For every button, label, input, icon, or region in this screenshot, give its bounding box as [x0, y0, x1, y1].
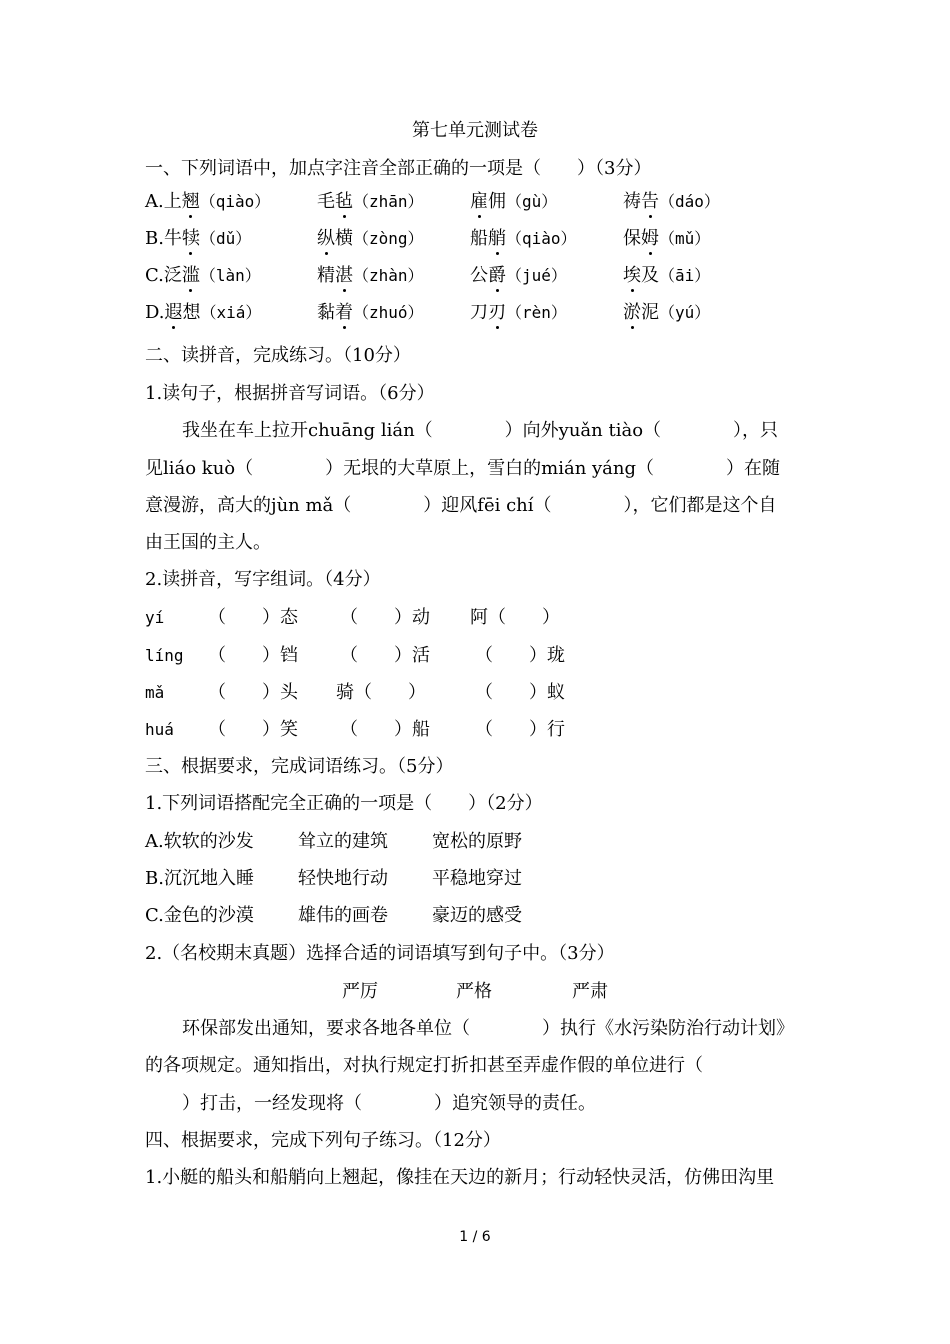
- q3-option: 宽松的原野: [432, 831, 522, 852]
- word-choice: 严肃: [572, 981, 608, 1002]
- grid-cell: （ ）动: [340, 607, 430, 628]
- q4-sub1: 1.小艇的船头和船艄向上翘起，像挂在天边的新月；行动轻快灵活，仿佛田沟里: [145, 1167, 775, 1188]
- q1-option-d2: 黏着（zhuó）: [317, 300, 424, 326]
- pinyin-label: líng: [145, 646, 184, 665]
- q1-option-c4: 埃及（āi）: [623, 263, 710, 289]
- q2-para-line: 由王国的主人。: [145, 532, 271, 553]
- grid-cell: 骑（ ）: [336, 682, 426, 703]
- q1-option-c3: 公爵（jué）: [470, 263, 567, 289]
- q1-option-a2: 毛毡（zhān）: [317, 189, 424, 215]
- q1-option-b1: B.牛犊（dǔ）: [145, 226, 251, 252]
- word-choice: 严格: [456, 981, 492, 1002]
- q2-stem: 二、读拼音，完成练习。（10分）: [145, 345, 411, 366]
- q3-sub1: 1.下列词语搭配完全正确的一项是（ ）（2分）: [145, 793, 543, 814]
- q1-option-d3: 刀刃（rèn）: [470, 300, 567, 326]
- q1-option-d1: D.遐想（xiá）: [145, 300, 261, 326]
- q2-para-line: 见liáo kuò（ ）无垠的大草原上，雪白的mián yáng（ ）在随: [145, 458, 781, 479]
- q3-stem: 三、根据要求，完成词语练习。（5分）: [145, 756, 454, 777]
- pinyin-label: huá: [145, 720, 174, 739]
- q2-para-line: 我坐在车上拉开chuāng lián（ ）向外yuǎn tiào（ ），只: [182, 420, 779, 441]
- q1-option-a1: A.上翘（qiào）: [145, 189, 270, 215]
- q3-option: 耸立的建筑: [298, 831, 388, 852]
- q3-option: 平稳地穿过: [432, 868, 522, 889]
- q3-option: 雄伟的画卷: [298, 905, 388, 926]
- q3-option: C.金色的沙漠: [145, 905, 254, 926]
- pinyin-label: mǎ: [145, 683, 165, 702]
- q1-option-c1: C.泛滥（làn）: [145, 263, 261, 289]
- grid-cell: （ ）笑: [208, 719, 298, 740]
- q2-sub2: 2.读拼音，写字组词。（4分）: [145, 569, 381, 590]
- page-number: 1 / 6: [459, 1229, 491, 1245]
- page-title: 第七单元测试卷: [412, 120, 538, 141]
- q1-option-a4: 祷告（dáo）: [623, 189, 720, 215]
- pinyin-label: yí: [145, 608, 165, 627]
- q3-sub2: 2.（名校期末真题）选择合适的词语填写到句子中。（3分）: [145, 943, 615, 964]
- q3-para-line: 环保部发出通知，要求各地各单位（ ）执行《水污染防治行动计划》: [182, 1018, 794, 1039]
- grid-cell: （ ）态: [208, 607, 298, 628]
- q3-option: 轻快地行动: [298, 868, 388, 889]
- q4-stem: 四、根据要求，完成下列句子练习。（12分）: [145, 1130, 501, 1151]
- q1-option-c2: 精湛（zhàn）: [317, 263, 424, 289]
- q3-option: B.沉沉地入睡: [145, 868, 254, 889]
- q2-para-line: 意漫游，高大的jùn mǎ（ ）迎风fēi chí（ ），它们都是这个自: [145, 495, 777, 516]
- grid-cell: （ ）行: [475, 719, 565, 740]
- q3-option: A.软软的沙发: [145, 831, 254, 852]
- q3-para-line: 的各项规定。通知指出，对执行规定打折扣甚至弄虚作假的单位进行（: [145, 1055, 703, 1076]
- q1-option-b2: 纵横（zòng）: [317, 226, 424, 252]
- q1-stem: 一、下列词语中，加点字注音全部正确的一项是（ ）（3分）: [145, 158, 652, 179]
- grid-cell: （ ）珑: [475, 645, 565, 666]
- q3-option: 豪迈的感受: [432, 905, 522, 926]
- q2-sub1: 1.读句子，根据拼音写词语。（6分）: [145, 383, 435, 404]
- grid-cell: （ ）活: [340, 645, 430, 666]
- grid-cell: （ ）船: [340, 719, 430, 740]
- grid-cell: （ ）头: [208, 682, 298, 703]
- grid-cell: （ ）蚁: [475, 682, 565, 703]
- q1-option-a3: 雇佣（gù）: [470, 189, 557, 215]
- q1-option-b3: 船艄（qiào）: [470, 226, 577, 252]
- grid-cell: 阿（ ）: [470, 607, 560, 628]
- q3-para-line: ）打击，一经发现将（ ）追究领导的责任。: [182, 1093, 596, 1114]
- q1-option-b4: 保姆（mǔ）: [623, 226, 710, 252]
- q1-option-d4: 淤泥（yú）: [623, 300, 710, 326]
- word-choice: 严厉: [342, 981, 378, 1002]
- grid-cell: （ ）铛: [208, 645, 298, 666]
